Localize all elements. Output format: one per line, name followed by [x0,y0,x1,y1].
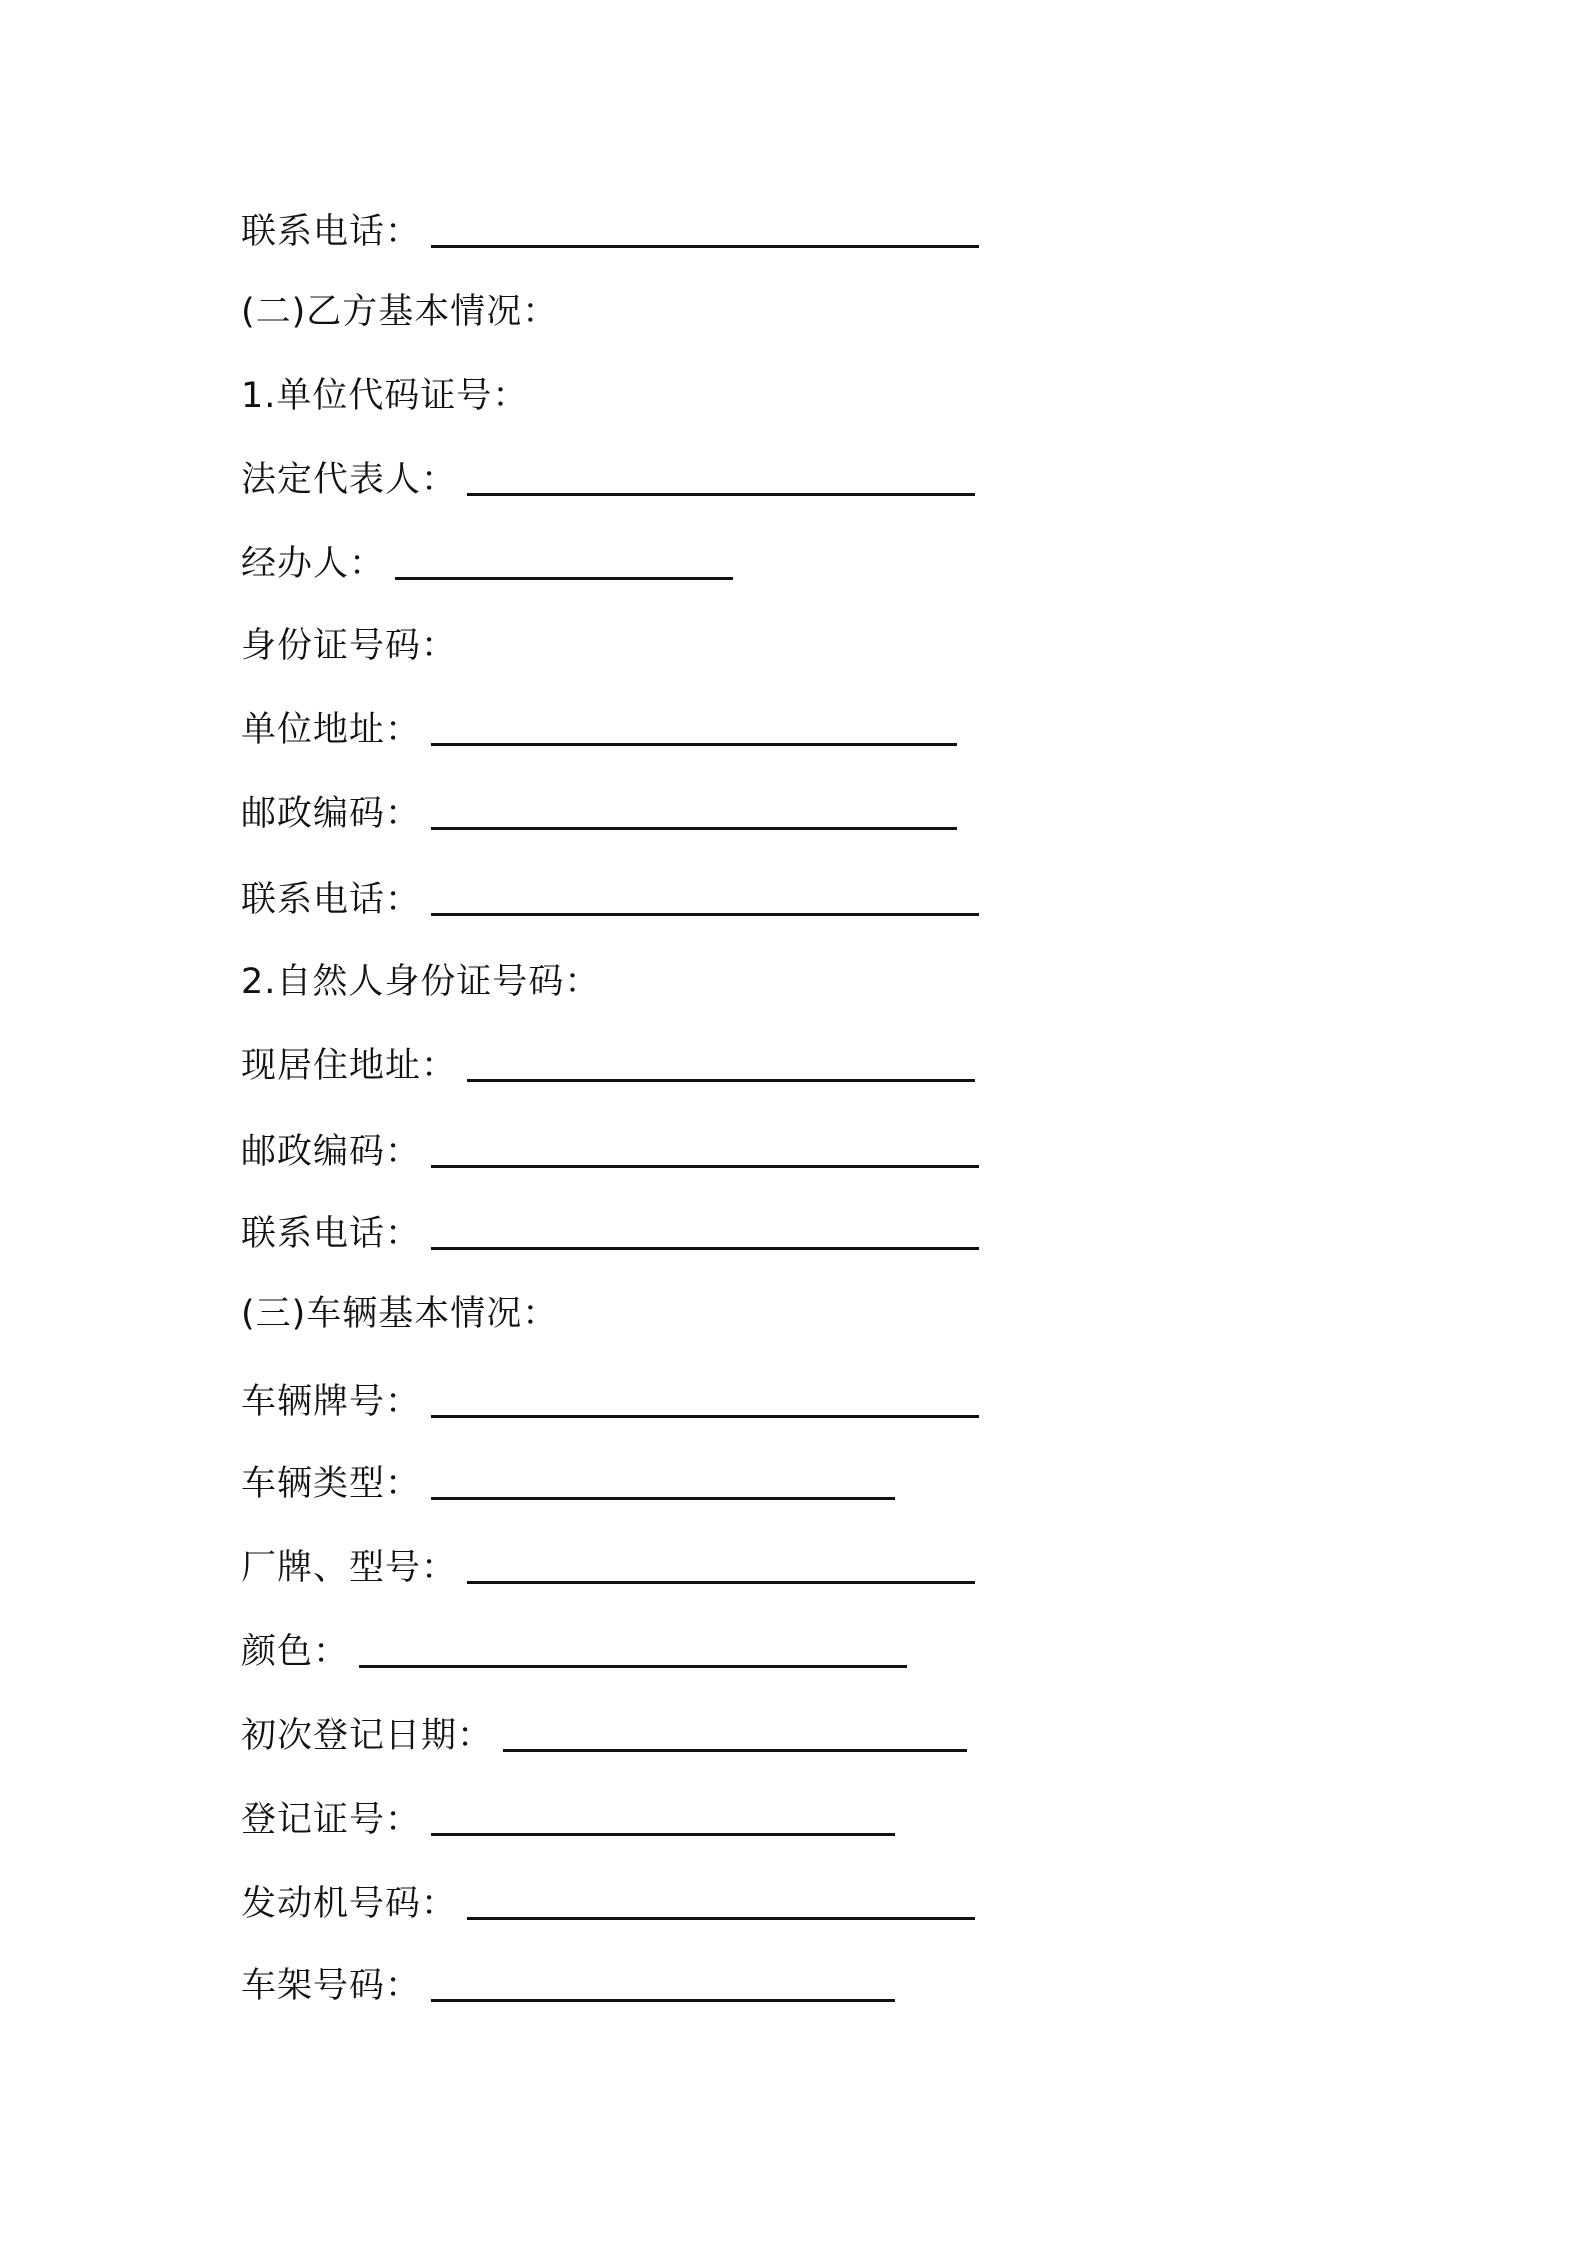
field-label: 现居住地址： [241,1046,458,1086]
fill-in-blank[interactable] [431,1999,895,2002]
first-registration-date-field [241,1712,967,1760]
field-label: 车辆牌号： [241,1382,422,1422]
phone-field-3 [241,1210,979,1258]
section-heading: (二)乙方基本情况： [241,292,559,332]
plate-number-field [241,1378,979,1426]
field-label: 联系电话： [241,1214,422,1254]
field-label: 1.单位代码证号： [241,376,529,416]
fill-in-blank[interactable] [503,1749,967,1752]
vehicle-type-field [241,1460,895,1508]
field-label: 登记证号： [241,1800,422,1840]
fill-in-blank[interactable] [467,493,975,496]
field-label: 2.自然人身份证号码： [241,962,601,1002]
unit-code-field [241,372,528,420]
handler-field [241,540,733,588]
fill-in-blank[interactable] [431,1247,979,1250]
field-label: 身份证号码： [241,626,458,666]
fill-in-blank[interactable] [467,1079,975,1082]
engine-number-field [241,1880,975,1928]
fill-in-blank[interactable] [467,1917,975,1920]
fill-in-blank[interactable] [431,1497,895,1500]
legal-representative-field [241,456,975,504]
field-label: 法定代表人： [241,460,458,500]
section-heading-party-b [241,288,558,336]
field-label: 联系电话： [241,212,422,252]
fill-in-blank[interactable] [431,743,957,746]
field-label: 经办人： [241,544,386,584]
fill-in-blank[interactable] [431,245,979,248]
postal-code-field-2 [241,1128,979,1176]
field-label: 单位地址： [241,710,422,750]
fill-in-blank[interactable] [359,1665,907,1668]
fill-in-blank[interactable] [431,913,979,916]
id-number-field [241,622,457,670]
field-label: 邮政编码： [241,1132,422,1172]
fill-in-blank[interactable] [431,827,957,830]
color-field [241,1628,907,1676]
phone-field-2 [241,876,979,924]
field-label: 车辆类型： [241,1464,422,1504]
field-label: 颜色： [241,1632,350,1672]
field-label: 车架号码： [241,1966,422,2006]
residence-address-field [241,1042,975,1090]
field-label: 邮政编码： [241,794,422,834]
field-label: 联系电话： [241,880,422,920]
field-label: 初次登记日期： [241,1716,494,1756]
fill-in-blank[interactable] [467,1581,975,1584]
section-heading: (三)车辆基本情况： [241,1294,559,1334]
fill-in-blank[interactable] [431,1415,979,1418]
natural-person-id-field [241,958,600,1006]
fill-in-blank[interactable] [431,1165,979,1168]
postal-code-field-1 [241,790,957,838]
section-heading-vehicle [241,1290,558,1338]
registration-number-field [241,1796,895,1844]
unit-address-field [241,706,957,754]
fill-in-blank[interactable] [431,1833,895,1836]
fill-in-blank[interactable] [395,577,733,580]
field-label: 发动机号码： [241,1884,458,1924]
frame-number-field [241,1962,895,2010]
phone-field-1 [241,208,979,256]
field-label: 厂牌、型号： [241,1548,458,1588]
brand-model-field [241,1544,975,1592]
